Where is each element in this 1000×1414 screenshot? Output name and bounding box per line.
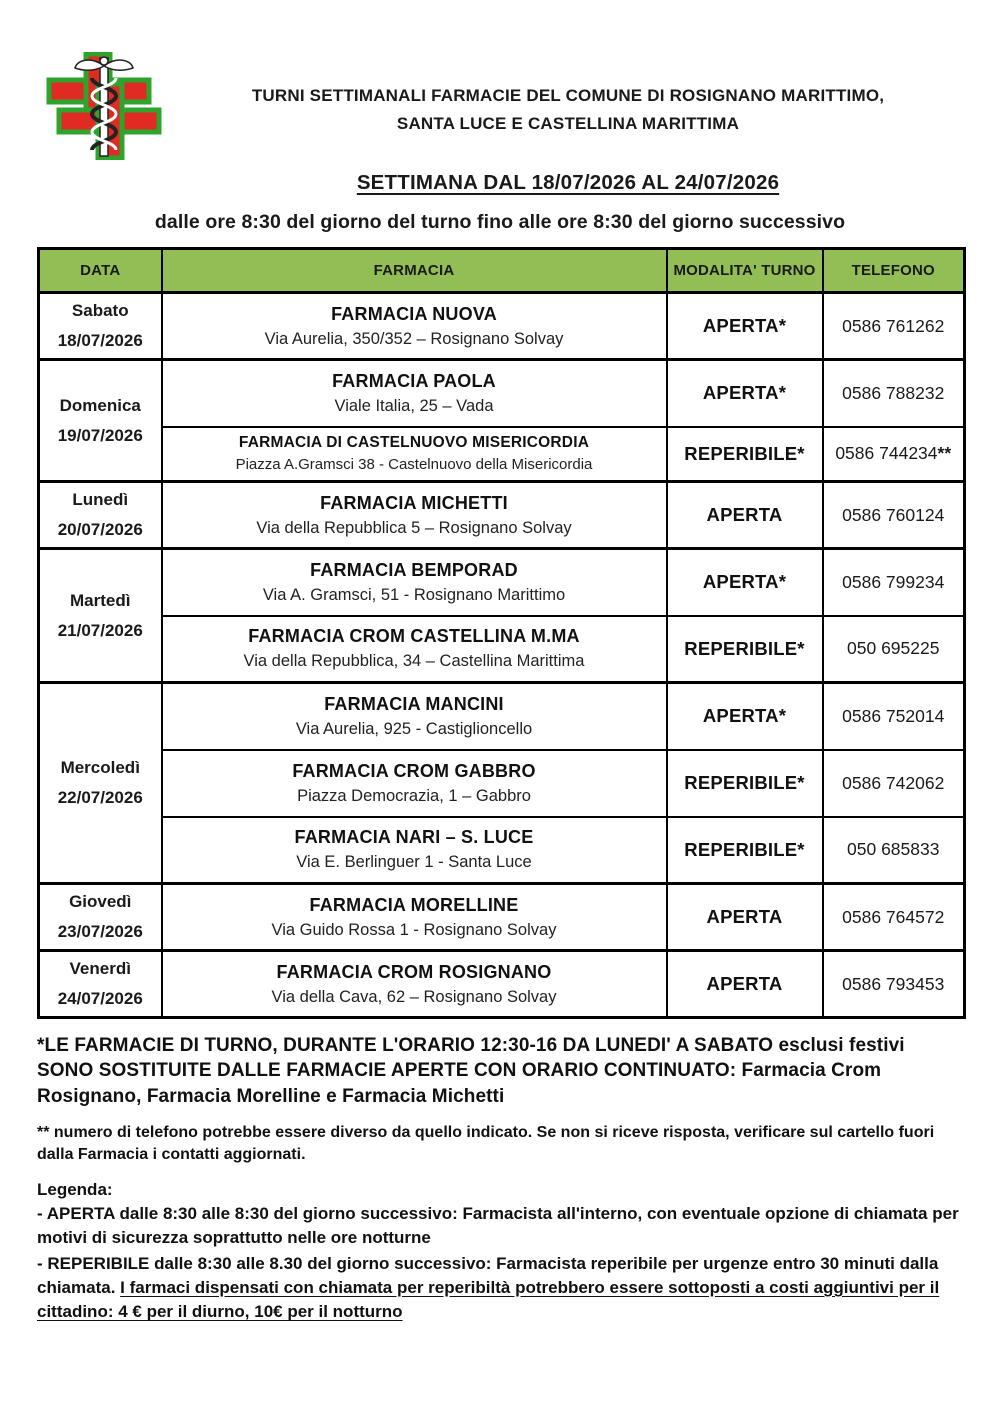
phone-cell [823, 482, 965, 549]
phone-cell [823, 549, 965, 616]
note-phone-disclaimer: ** numero di telefono potrebbe essere diverso da quello indicato. Se non si riceve risposta, verificare sul cartello fuori dalla Farmacia i contatti aggiornati. [37, 1123, 935, 1164]
shift-mode-cell: REPERIBILE* [667, 427, 823, 482]
table-header-row [39, 249, 965, 293]
column-header-farmacia: FARMACIA [162, 249, 667, 293]
shift-mode-cell: APERTA [667, 884, 823, 951]
shift-mode-cell: REPERIBILE* [667, 616, 823, 683]
pharmacy-cell [162, 360, 667, 427]
pharmacy-cell [162, 482, 667, 549]
pharmacy-address: Piazza Democrazia, 1 – Gabbro [297, 786, 531, 805]
schedule-table-body [39, 293, 965, 1018]
day-date: 24/07/2026 [57, 989, 143, 1009]
day-name: Mercoledì [60, 758, 140, 778]
legend-reperibile-underlined-text: I farmaci dispensati con chiamata per reperibiltà potrebbero essere sottoposti a costi aggiuntivi per il cittadino: 4 € per il diurno, 10€ per il notturno [37, 1278, 940, 1322]
pharmacy-name: FARMACIA DI CASTELNUOVO MISERICORDIA [238, 434, 590, 452]
shift-mode-cell: APERTA [667, 951, 823, 1018]
phone-cell [823, 616, 965, 683]
pharmacy-address: Via A. Gramsci, 51 - Rosignano Marittimo [262, 585, 566, 604]
page-title-line2: SANTA LUCE E CASTELLINA MARITTIMA [396, 113, 740, 133]
phone-number: 0586 742062 [842, 772, 945, 793]
day-date: 23/07/2026 [57, 922, 143, 942]
column-header-telefono: TELEFONO [823, 249, 965, 293]
page-title-line1: TURNI SETTIMANALI FARMACIE DEL COMUNE DI ROSIGNANO MARITTIMO, [251, 86, 885, 105]
pharmacy-cell [162, 683, 667, 750]
day-name: Venerdì [69, 959, 131, 979]
pharmacy-address: Via Aurelia, 925 - Castiglioncello [295, 719, 533, 738]
phone-number: 0586 788232 [842, 382, 945, 403]
table-row [39, 616, 965, 683]
day-name: Lunedì [72, 490, 129, 510]
shift-mode-cell: APERTA* [667, 293, 823, 360]
pharmacy-cell [162, 750, 667, 817]
day-cell [39, 951, 162, 1018]
pharmacy-address: Via della Cava, 62 – Rosignano Solvay [271, 987, 557, 1006]
phone-cell [823, 951, 965, 1018]
pharmacy-address: Via Guido Rossa 1 - Rosignano Solvay [271, 920, 557, 939]
pharmacy-cell [162, 951, 667, 1018]
phone-number: 0586 764572 [842, 906, 945, 927]
pharmacy-cell [162, 427, 667, 482]
table-row [39, 427, 965, 482]
phone-cell [823, 360, 965, 427]
legend-reperibile-text: - REPERIBILE dalle 8:30 alle 8.30 del giorno successivo: Farmacista reperibile per urgenze entro 30 minuti dalla chiamata. [37, 1253, 939, 1298]
table-row [39, 360, 965, 427]
day-cell [39, 293, 162, 360]
page-title [173, 82, 963, 137]
phone-cell [823, 293, 965, 360]
phone-cell [823, 817, 965, 884]
pharmacy-logo [37, 52, 173, 165]
day-cell [39, 549, 162, 683]
phone-cell [823, 884, 965, 951]
pharmacy-name: FARMACIA NARI – S. LUCE [294, 827, 534, 848]
phone-cell [823, 683, 965, 750]
day-name: Sabato [71, 301, 129, 321]
pharmacy-address: Via della Repubblica, 34 – Castellina Marittima [243, 652, 585, 671]
phone-cell [823, 427, 965, 482]
table-row [39, 817, 965, 884]
day-cell [39, 884, 162, 951]
phone-suffix-asterisks: ** [937, 443, 952, 464]
phone-number: 0586 799234 [842, 571, 945, 592]
day-name: Martedì [70, 590, 131, 610]
pharmacy-cell [162, 817, 667, 884]
week-title: SETTIMANA DAL 18/07/2026 AL 24/07/2026 [356, 171, 780, 195]
day-date: 22/07/2026 [57, 788, 143, 808]
table-row [39, 683, 965, 750]
phone-number: 050 685833 [847, 839, 940, 860]
day-name: Domenica [59, 395, 141, 415]
phone-number: 0586 744234 [835, 443, 938, 464]
column-header-data: DATA [39, 249, 162, 293]
pharmacy-address: Viale Italia, 25 – Vada [334, 396, 494, 415]
pharmacy-name: FARMACIA CROM ROSIGNANO [276, 961, 552, 982]
pharmacy-cross-caduceus-icon [45, 52, 163, 160]
phone-number: 050 695225 [847, 638, 940, 659]
phone-number: 0586 760124 [842, 504, 945, 525]
day-cell [39, 482, 162, 549]
day-cell [39, 360, 162, 482]
table-row [39, 951, 965, 1018]
column-header-modalita: MODALITA' TURNO [667, 249, 823, 293]
pharmacy-cell [162, 616, 667, 683]
pharmacy-address: Via della Repubblica 5 – Rosignano Solvay [256, 518, 572, 537]
table-row [39, 884, 965, 951]
document-header [37, 52, 963, 195]
pharmacy-address: Via E. Berlinguer 1 - Santa Luce [296, 853, 532, 872]
day-date: 19/07/2026 [57, 425, 143, 445]
pharmacy-cell [162, 884, 667, 951]
pharmacy-name: FARMACIA MORELLINE [309, 894, 519, 915]
table-row [39, 549, 965, 616]
shift-mode-cell: APERTA* [667, 360, 823, 427]
shift-mode-cell: APERTA* [667, 549, 823, 616]
pharmacy-cell [162, 293, 667, 360]
phone-number: 0586 752014 [842, 705, 945, 726]
legend-reperibile [37, 1252, 963, 1324]
note-open-pharmacies: *LE FARMACIE DI TURNO, DURANTE L'ORARIO 12:30-16 DA LUNEDI' A SABATO esclusi festivi SONO SOSTITUITE DALLE FARMACIE APERTE CON ORARIO CONTINUATO: Farmacia Crom Rosignano, Farmacia Morelline e Farmacia Michetti [37, 1035, 905, 1107]
day-cell [39, 683, 162, 884]
day-date: 20/07/2026 [57, 520, 143, 540]
pharmacy-name: FARMACIA CROM CASTELLINA M.MA [248, 626, 580, 647]
pharmacy-schedule-table [37, 247, 966, 1019]
legend-title: Legenda: [37, 1179, 113, 1199]
table-row [39, 750, 965, 817]
phone-number: 0586 761262 [842, 315, 945, 336]
shift-mode-cell: APERTA [667, 482, 823, 549]
shift-hours-subtitle: dalle ore 8:30 del giorno del turno fino alle ore 8:30 del giorno successivo [154, 211, 846, 234]
shift-mode-cell: APERTA* [667, 683, 823, 750]
table-row [39, 293, 965, 360]
phone-cell [823, 750, 965, 817]
day-date: 18/07/2026 [57, 331, 143, 351]
shift-mode-cell: REPERIBILE* [667, 817, 823, 884]
day-name: Giovedì [69, 892, 132, 912]
table-row [39, 482, 965, 549]
pharmacy-name: FARMACIA CROM GABBRO [292, 760, 536, 781]
day-date: 21/07/2026 [57, 620, 143, 640]
pharmacy-cell [162, 549, 667, 616]
pharmacy-name: FARMACIA MANCINI [324, 693, 504, 714]
pharmacy-name: FARMACIA PAOLA [332, 370, 496, 391]
pharmacy-address: Via Aurelia, 350/352 – Rosignano Solvay [264, 329, 564, 348]
shift-mode-cell: REPERIBILE* [667, 750, 823, 817]
pharmacy-name: FARMACIA NUOVA [331, 303, 497, 324]
pharmacy-name: FARMACIA MICHETTI [320, 492, 508, 513]
pharmacy-name: FARMACIA BEMPORAD [310, 559, 518, 580]
legend-aperta: - APERTA dalle 8:30 alle 8:30 del giorno successivo: Farmacista all'interno, con eventuale opzione di chiamata per motivi di sicurezza soprattutto nelle ore notturne [37, 1203, 959, 1247]
phone-number: 0586 793453 [842, 973, 945, 994]
pharmacy-address: Piazza A.Gramsci 38 - Castelnuovo della Misericordia [235, 456, 593, 474]
